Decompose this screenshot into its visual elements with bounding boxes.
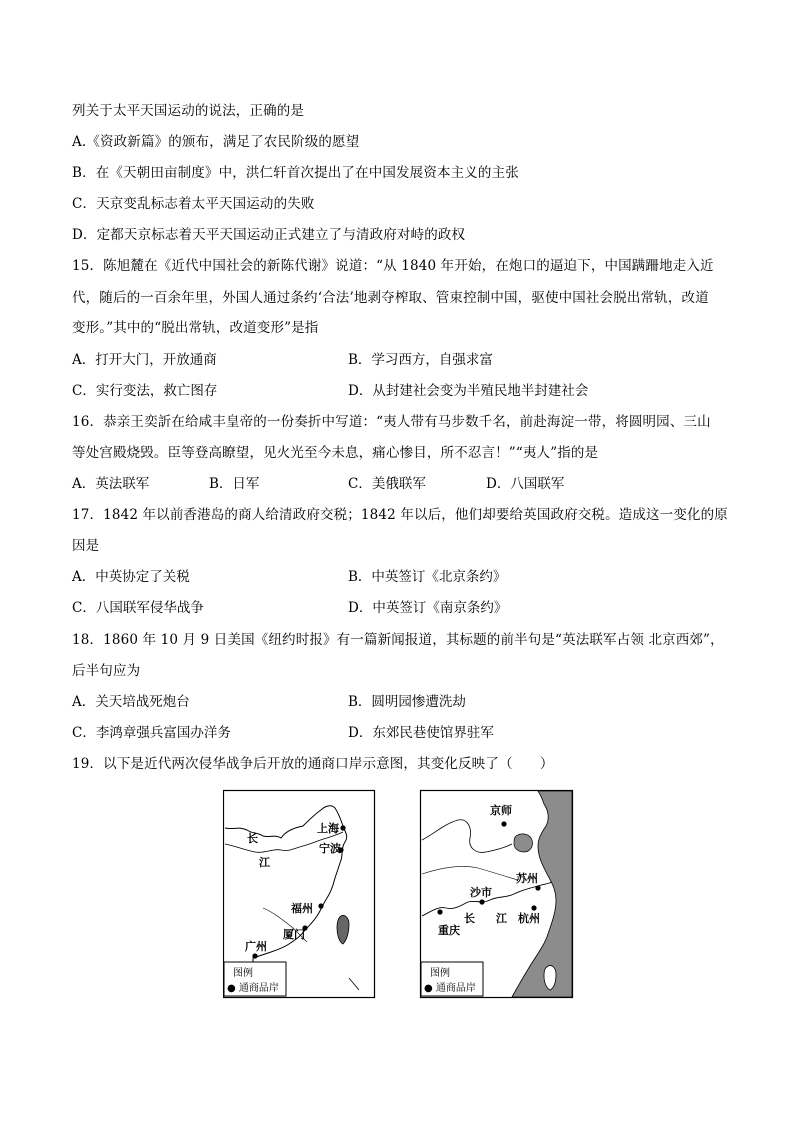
map2-port-chongqing xyxy=(437,909,442,914)
map1-port-shanghai xyxy=(340,825,345,830)
map2-port-suzhou xyxy=(535,885,540,890)
q16-stem-line2: 等处宫殿烧毁。臣等登高瞭望，见火光至今未息，痛心惨目，所不忍言！”“夷人”指的是 xyxy=(72,445,599,461)
map2-label-jiang: 江 xyxy=(496,912,507,925)
q19-stem: 19．以下是近代两次侵华战争后开放的通商口岸示意图，其变化反映了（ ） xyxy=(72,756,554,772)
q18-stem-line2: 后半句应为 xyxy=(72,663,141,679)
map2-port-shashi xyxy=(479,899,484,904)
treaty-ports-maps xyxy=(223,788,575,1000)
map1-label-chang: 长 xyxy=(247,832,258,845)
q18-option-d: D．东郊民巷使馆界驻军 xyxy=(348,725,494,741)
map2-port-jingshi xyxy=(501,821,506,826)
map2-label-chang: 长 xyxy=(464,912,475,925)
q15-stem-line3: 变形。”其中的“脱出常轨，改道变形”是指 xyxy=(72,320,319,336)
map2-legend-title: 图例 xyxy=(430,968,450,979)
q14-option-c: C．天京变乱标志着太平天国运动的失败 xyxy=(72,196,315,212)
q17-option-a: A．中英协定了关税 xyxy=(72,569,190,585)
q17-option-c: C．八国联军侵华战争 xyxy=(72,600,204,616)
q18-option-a: A．关天培战死炮台 xyxy=(72,694,190,710)
q17-stem-line1: 17．1842 年以前香港岛的商人给清政府交税；1842 年以后，他们却要给英国政府交税。造成这一变化的原 xyxy=(72,507,728,523)
q16-stem-line1: 16．恭亲王奕訢在给咸丰皇帝的一份奏折中写道：“夷人带有马步数千名，前赴海淀一带，将圆明园、三山 xyxy=(72,414,711,430)
map1-label-ningbo: 宁波 xyxy=(319,842,341,855)
map2-bohai xyxy=(514,834,533,852)
q17-stem-line2: 因是 xyxy=(72,538,100,554)
map1-port-fuzhou xyxy=(318,903,323,908)
q18-stem-line1: 18．1860 年 10 月 9 日美国《纽约时报》有一篇新闻报道，其标题的前半句是“英法联军占领 北京西郊”， xyxy=(72,632,724,648)
q17-option-d: D．中英签订《南京条约》 xyxy=(348,600,508,616)
q15-stem-line2: 代，随后的一百余年里，外国人通过条约‘合法’地剥夺榨取、管束控制中国，驱使中国社会脱出常轨，改道 xyxy=(72,290,709,306)
map-first-opium-war-ports xyxy=(224,791,375,998)
q16-option-d: D．八国联军 xyxy=(486,476,565,492)
q16-option-a: A．英法联军 xyxy=(72,476,150,492)
map-second-opium-war-ports xyxy=(421,791,573,998)
map2-label-shashi: 沙市 xyxy=(470,886,492,899)
q14-option-b: B．在《天朝田亩制度》中，洪仁轩首次提出了在中国发展资本主义的主张 xyxy=(72,165,519,181)
map2-label-suzhou: 苏州 xyxy=(516,872,538,885)
map1-label-xiamen: 厦门 xyxy=(283,928,305,941)
q15-option-b: B．学习西方，自强求富 xyxy=(348,352,493,368)
map2-label-jingshi: 京师 xyxy=(490,804,512,817)
q14-option-a: A.《资政新篇》的颁布，满足了农民阶级的愿望 xyxy=(72,134,360,150)
map1-label-guangzhou: 广州 xyxy=(245,940,267,953)
q14-option-d: D．定都天京标志着天平天国运动正式建立了与清政府对峙的政权 xyxy=(72,227,466,243)
map2-label-hangzhou: 杭州 xyxy=(518,912,540,925)
map1-port-guangzhou xyxy=(252,953,257,958)
map2-label-chongqing: 重庆 xyxy=(438,924,460,937)
q18-option-c: C．李鸿章强兵富国办洋务 xyxy=(72,725,231,741)
q15-option-a: A．打开大门，开放通商 xyxy=(72,352,217,368)
map1-legend-title: 图例 xyxy=(233,968,253,979)
map1-label-jiang: 江 xyxy=(259,856,270,869)
q15-option-d: D．从封建社会变为半殖民地半封建社会 xyxy=(348,383,589,399)
q15-option-c: C．实行变法，救亡图存 xyxy=(72,383,218,399)
map1-label-fuzhou: 福州 xyxy=(291,902,313,915)
q16-option-c: C．美俄联军 xyxy=(348,476,426,492)
map2-port-hangzhou xyxy=(531,905,536,910)
map1-legend-item: ● 通商品岸 xyxy=(227,983,279,994)
map1-label-shanghai: 上海 xyxy=(317,822,339,835)
q17-option-b: B．中英签订《北京条约》 xyxy=(348,569,507,585)
q15-stem-line1: 15．陈旭麓在《近代中国社会的新陈代谢》说道：“从 1840 年开始，在炮口的逼迫下，中国蹒跚地走入近 xyxy=(72,258,714,274)
q16-option-b: B．日军 xyxy=(209,476,260,492)
q18-option-b: B．圆明园惨遭洗劫 xyxy=(348,694,466,710)
map2-legend-item: ● 通商品岸 xyxy=(424,983,476,994)
q14-stem: 列关于太平天国运动的说法，正确的是 xyxy=(72,103,305,119)
